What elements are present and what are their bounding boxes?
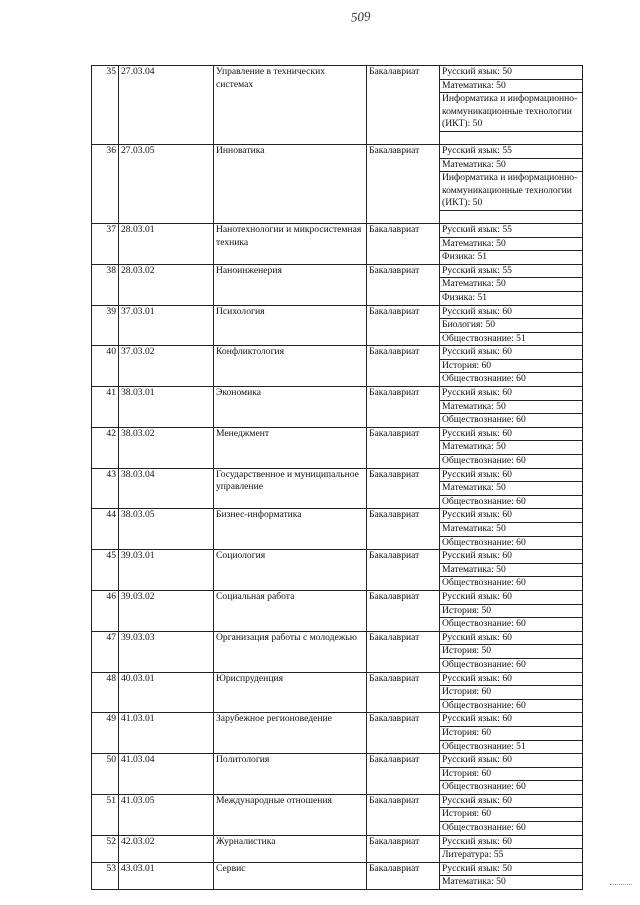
education-level-cell: Бакалавриат <box>367 468 440 509</box>
program-code-cell: 39.03.03 <box>119 631 214 672</box>
exam-subject-cell: Русский язык: 60 <box>440 509 583 523</box>
education-level-cell: Бакалавриат <box>367 794 440 835</box>
row-number-cell: 44 <box>92 509 119 550</box>
program-name-cell: Зарубежное регионоведение <box>214 713 367 754</box>
program-name-cell: Наноинженерия <box>214 264 367 305</box>
education-level-cell: Бакалавриат <box>367 509 440 550</box>
exam-subject-cell: Математика: 50 <box>440 237 583 251</box>
exam-subject-cell: Математика: 50 <box>440 158 583 172</box>
exam-subject-cell: Русский язык: 55 <box>440 223 583 237</box>
program-name-cell: Нанотехнологии и микросистемная техника <box>214 223 367 264</box>
table-row <box>92 590 583 604</box>
education-level-cell: Бакалавриат <box>367 713 440 754</box>
exam-subject-cell: Обществознание: 60 <box>440 699 583 713</box>
exam-subject-cell: История: 60 <box>440 726 583 740</box>
program-name-cell: Конфликтология <box>214 346 367 387</box>
table-row <box>92 387 583 401</box>
empty-cell <box>440 210 583 223</box>
empty-cell <box>440 131 583 144</box>
table-row <box>92 835 583 849</box>
exam-subject-cell: Обществознание: 60 <box>440 536 583 550</box>
exam-subject-cell: Информатика и информационно-коммуникационные технологии (ИКТ): 50 <box>440 93 583 132</box>
exam-subject-cell: Русский язык: 60 <box>440 672 583 686</box>
table-row <box>92 794 583 808</box>
education-level-cell: Бакалавриат <box>367 754 440 795</box>
exam-subject-cell: Русский язык: 50 <box>440 862 583 876</box>
exam-subject-cell: Обществознание: 51 <box>440 740 583 754</box>
exam-subject-cell: История: 50 <box>440 604 583 618</box>
program-name-cell: Международные отношения <box>214 794 367 835</box>
program-name-cell: Бизнес-информатика <box>214 509 367 550</box>
table-row <box>92 754 583 768</box>
row-number-cell: 48 <box>92 672 119 713</box>
program-code-cell: 43.03.01 <box>119 862 214 889</box>
exam-subject-cell: Математика: 50 <box>440 79 583 93</box>
exam-subject-cell: Обществознание: 60 <box>440 373 583 387</box>
table-row <box>92 346 583 360</box>
exam-subject-cell: Обществознание: 60 <box>440 822 583 836</box>
program-code-cell: 28.03.02 <box>119 264 214 305</box>
exam-subject-cell: Обществознание: 60 <box>440 781 583 795</box>
exam-subject-cell: Русский язык: 60 <box>440 387 583 401</box>
row-number-cell: 47 <box>92 631 119 672</box>
program-code-cell: 41.03.01 <box>119 713 214 754</box>
exam-subject-cell: История: 60 <box>440 359 583 373</box>
education-level-cell: Бакалавриат <box>367 144 440 223</box>
table-row <box>92 631 583 645</box>
row-number-cell: 40 <box>92 346 119 387</box>
row-number-cell: 39 <box>92 305 119 346</box>
exam-subject-cell: История: 60 <box>440 686 583 700</box>
program-code-cell: 42.03.02 <box>119 835 214 862</box>
program-code-cell: 40.03.01 <box>119 672 214 713</box>
education-level-cell: Бакалавриат <box>367 223 440 264</box>
exam-subject-cell: Русский язык: 60 <box>440 550 583 564</box>
program-code-cell: 41.03.04 <box>119 754 214 795</box>
program-name-cell: Психология <box>214 305 367 346</box>
table-row <box>92 468 583 482</box>
table-row <box>92 672 583 686</box>
exam-subject-cell: Русский язык: 60 <box>440 835 583 849</box>
table-row <box>92 427 583 441</box>
education-level-cell: Бакалавриат <box>367 835 440 862</box>
program-code-cell: 39.03.02 <box>119 590 214 631</box>
exam-subject-cell: Русский язык: 60 <box>440 631 583 645</box>
exam-subject-cell: Математика: 50 <box>440 441 583 455</box>
exam-subject-cell: Русский язык: 60 <box>440 346 583 360</box>
exam-subject-cell: Обществознание: 51 <box>440 332 583 346</box>
education-level-cell: Бакалавриат <box>367 66 440 145</box>
program-code-cell: 37.03.01 <box>119 305 214 346</box>
program-name-cell: Экономика <box>214 387 367 428</box>
program-code-cell: 38.03.01 <box>119 387 214 428</box>
row-number-cell: 50 <box>92 754 119 795</box>
exam-subject-cell: Русский язык: 60 <box>440 794 583 808</box>
exam-subject-cell: Математика: 50 <box>440 876 583 890</box>
row-number-cell: 36 <box>92 144 119 223</box>
exam-subject-cell: Русский язык: 60 <box>440 590 583 604</box>
programs-table-body <box>92 66 583 890</box>
education-level-cell: Бакалавриат <box>367 672 440 713</box>
programs-table <box>91 65 583 890</box>
exam-subject-cell: Математика: 50 <box>440 400 583 414</box>
education-level-cell: Бакалавриат <box>367 862 440 889</box>
program-code-cell: 28.03.01 <box>119 223 214 264</box>
program-name-cell: Сервис <box>214 862 367 889</box>
program-code-cell: 39.03.01 <box>119 550 214 591</box>
page-number: 509 <box>350 8 371 25</box>
program-name-cell: Государственное и муниципальное управление <box>214 468 367 509</box>
program-code-cell: 38.03.02 <box>119 427 214 468</box>
row-number-cell: 45 <box>92 550 119 591</box>
row-number-cell: 51 <box>92 794 119 835</box>
education-level-cell: Бакалавриат <box>367 631 440 672</box>
program-code-cell: 27.03.04 <box>119 66 214 145</box>
program-code-cell: 27.03.05 <box>119 144 214 223</box>
exam-subject-cell: История: 60 <box>440 767 583 781</box>
program-name-cell: Инноватика <box>214 144 367 223</box>
exam-subject-cell: Биология: 50 <box>440 319 583 333</box>
exam-subject-cell: Русский язык: 60 <box>440 713 583 727</box>
row-number-cell: 53 <box>92 862 119 889</box>
table-row <box>92 223 583 237</box>
exam-subject-cell: Обществознание: 60 <box>440 414 583 428</box>
table-row <box>92 509 583 523</box>
exam-subject-cell: Обществознание: 60 <box>440 618 583 632</box>
program-name-cell: Социальная работа <box>214 590 367 631</box>
exam-subject-cell: Физика: 51 <box>440 251 583 265</box>
exam-subject-cell: Литература: 55 <box>440 849 583 863</box>
program-name-cell: Социология <box>214 550 367 591</box>
row-number-cell: 43 <box>92 468 119 509</box>
exam-subject-cell: Русский язык: 55 <box>440 144 583 158</box>
education-level-cell: Бакалавриат <box>367 550 440 591</box>
exam-subject-cell: Русский язык: 60 <box>440 754 583 768</box>
education-level-cell: Бакалавриат <box>367 305 440 346</box>
program-name-cell: Менеджмент <box>214 427 367 468</box>
exam-subject-cell: Физика: 51 <box>440 291 583 305</box>
exam-subject-cell: Математика: 50 <box>440 482 583 496</box>
program-name-cell: Журналистика <box>214 835 367 862</box>
education-level-cell: Бакалавриат <box>367 346 440 387</box>
row-number-cell: 38 <box>92 264 119 305</box>
exam-subject-cell: История: 60 <box>440 808 583 822</box>
row-number-cell: 37 <box>92 223 119 264</box>
education-level-cell: Бакалавриат <box>367 427 440 468</box>
exam-subject-cell: Русский язык: 50 <box>440 66 583 80</box>
row-number-cell: 52 <box>92 835 119 862</box>
table-row <box>92 66 583 80</box>
row-number-cell: 41 <box>92 387 119 428</box>
exam-subject-cell: Обществознание: 60 <box>440 658 583 672</box>
exam-subject-cell: Математика: 50 <box>440 523 583 537</box>
row-number-cell: 49 <box>92 713 119 754</box>
table-row <box>92 264 583 278</box>
exam-subject-cell: Русский язык: 60 <box>440 305 583 319</box>
program-name-cell: Управление в технических системах <box>214 66 367 145</box>
exam-subject-cell: Обществознание: 60 <box>440 495 583 509</box>
row-number-cell: 42 <box>92 427 119 468</box>
table-row <box>92 550 583 564</box>
exam-subject-cell: Русский язык: 60 <box>440 427 583 441</box>
row-number-cell: 46 <box>92 590 119 631</box>
exam-subject-cell: Русский язык: 60 <box>440 468 583 482</box>
program-name-cell: Политология <box>214 754 367 795</box>
program-code-cell: 38.03.04 <box>119 468 214 509</box>
scan-edge-marks <box>610 884 632 891</box>
education-level-cell: Бакалавриат <box>367 387 440 428</box>
education-level-cell: Бакалавриат <box>367 590 440 631</box>
table-row <box>92 862 583 876</box>
exam-subject-cell: Русский язык: 55 <box>440 264 583 278</box>
program-name-cell: Организация работы с молодежью <box>214 631 367 672</box>
program-code-cell: 37.03.02 <box>119 346 214 387</box>
program-name-cell: Юриспруденция <box>214 672 367 713</box>
row-number-cell: 35 <box>92 66 119 145</box>
program-code-cell: 38.03.05 <box>119 509 214 550</box>
table-row <box>92 305 583 319</box>
exam-subject-cell: Математика: 50 <box>440 278 583 292</box>
exam-subject-cell: Обществознание: 60 <box>440 455 583 469</box>
exam-subject-cell: Информатика и информационно-коммуникационные технологии (ИКТ): 50 <box>440 172 583 211</box>
exam-subject-cell: Математика: 50 <box>440 563 583 577</box>
program-code-cell: 41.03.05 <box>119 794 214 835</box>
table-row <box>92 713 583 727</box>
education-level-cell: Бакалавриат <box>367 264 440 305</box>
exam-subject-cell: Обществознание: 60 <box>440 577 583 591</box>
exam-subject-cell: История: 50 <box>440 645 583 659</box>
table-row <box>92 144 583 158</box>
